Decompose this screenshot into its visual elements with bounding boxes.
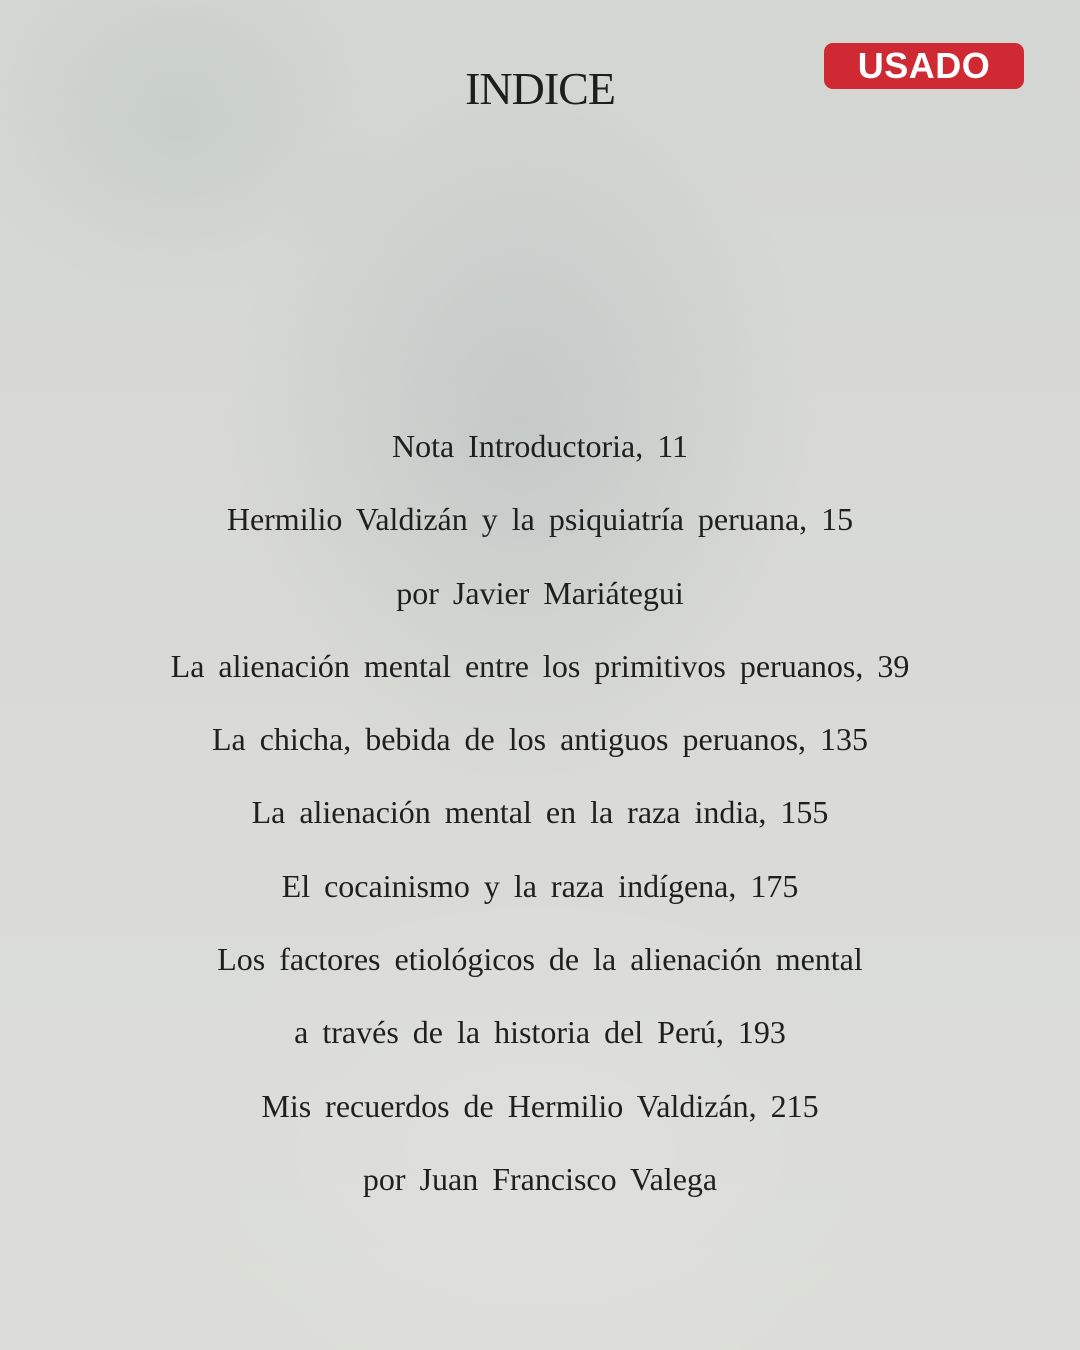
toc-entry: Los factores etiológicos de la alienación mental xyxy=(217,941,863,978)
toc-entry: La alienación mental en la raza india, 155 xyxy=(251,794,829,831)
toc-entry-author: por Juan Francisco Valega xyxy=(362,1160,718,1197)
toc-entry-author: por Javier Mariátegui xyxy=(396,574,684,611)
toc-entry: Mis recuerdos de Hermilio Valdizán, 215 xyxy=(261,1087,819,1124)
toc-entry: Nota Introductoria, 11 xyxy=(391,428,689,464)
toc-entry: El cocainismo y la raza indígena, 175 xyxy=(281,867,799,904)
toc-entry: La chicha, bebida de los antiguos peruanos, 135 xyxy=(211,721,869,758)
used-badge: USADO xyxy=(824,43,1024,89)
page-title: INDICE xyxy=(465,63,615,114)
toc-entry: La alienación mental entre los primitivos peruanos, 39 xyxy=(170,647,910,684)
table-of-contents xyxy=(0,420,1080,1226)
toc-entry-continuation: a través de la historia del Perú, 193 xyxy=(294,1014,786,1051)
toc-entry: Hermilio Valdizán y la psiquiatría peruana, 15 xyxy=(226,501,854,538)
